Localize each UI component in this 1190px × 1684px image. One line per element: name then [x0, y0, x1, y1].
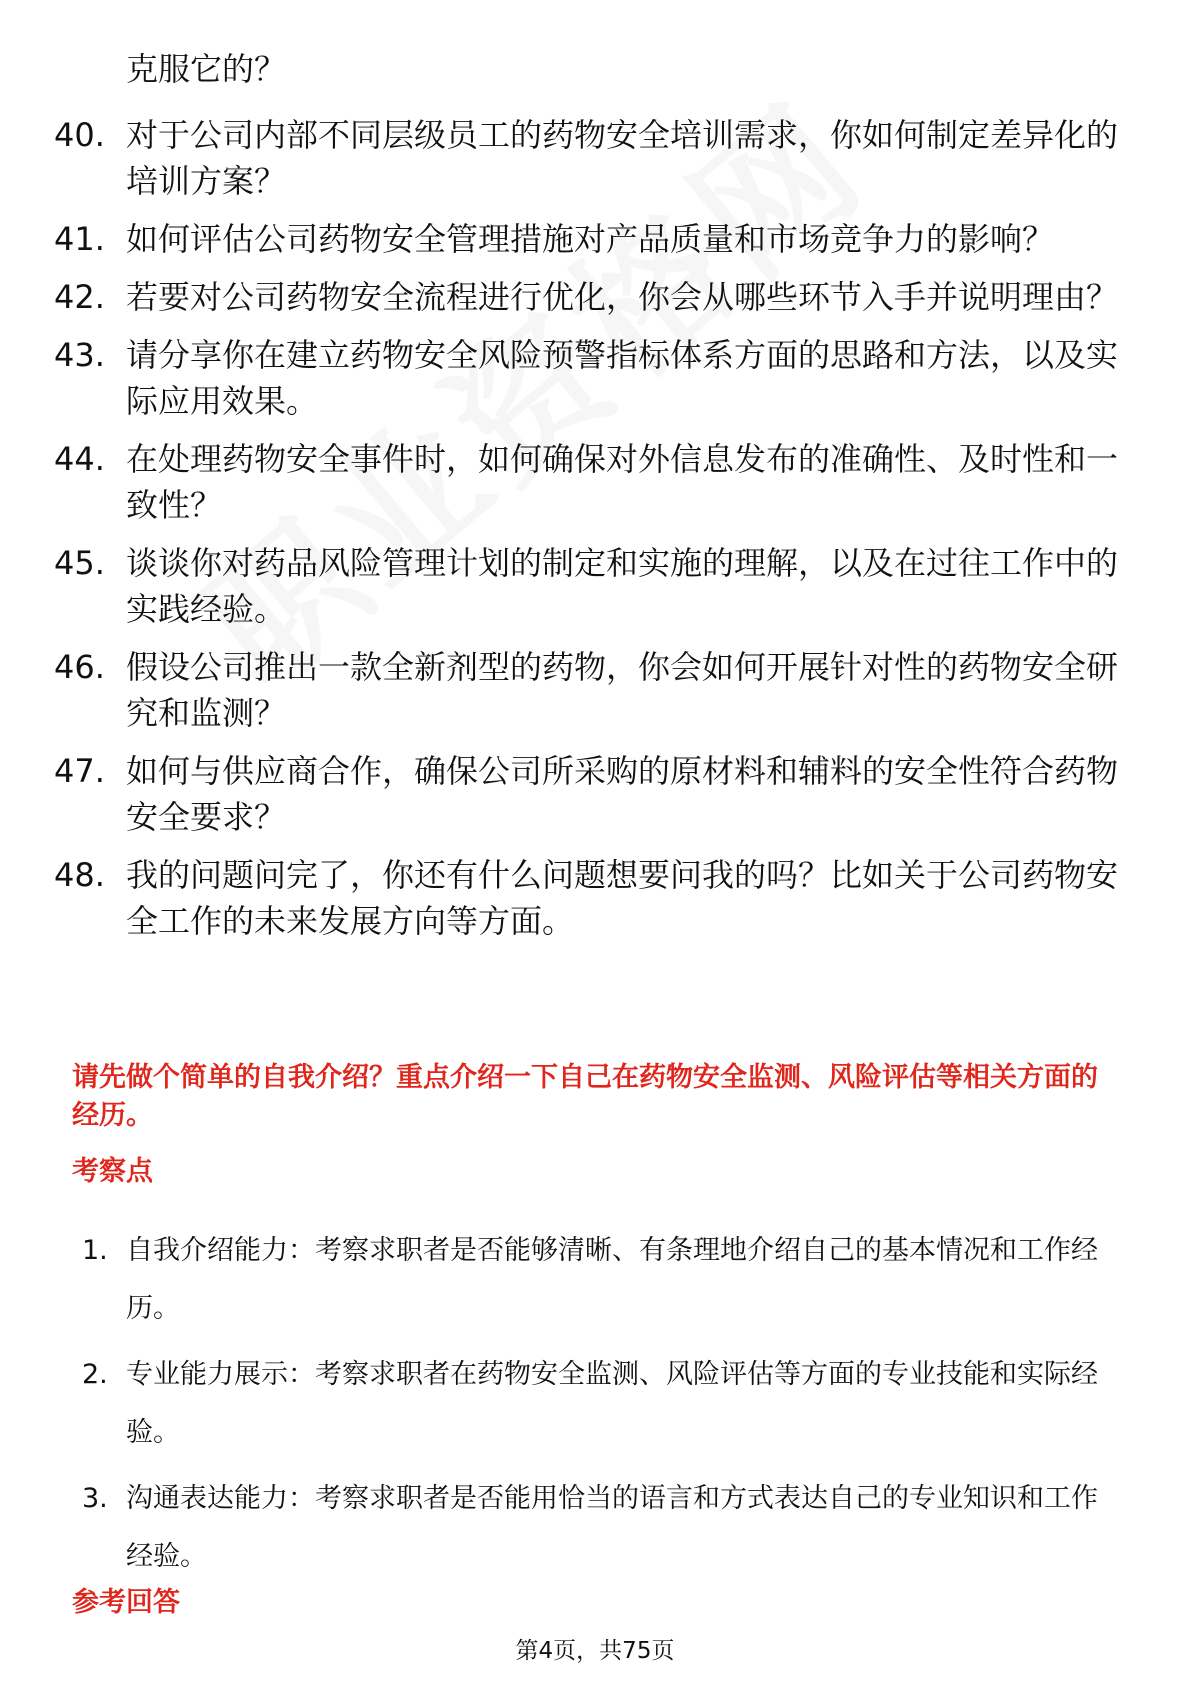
question-item: [54, 112, 1129, 204]
highlight-question: 请先做个简单的自我介绍？重点介绍一下自己在药物安全监测、风险评估等相关方面的经历。: [72, 1062, 1098, 1131]
question-text: 请分享你在建立药物安全风险预警指标体系方面的思路和方法，以及实际应用效果。: [126, 336, 1119, 420]
question-item: [54, 332, 1129, 424]
question-number: 42.: [54, 278, 105, 316]
question-item: [54, 216, 1129, 262]
question-number: 41.: [54, 220, 105, 258]
question-number: 48.: [54, 856, 105, 894]
exam-points-title: 考察点: [72, 1156, 153, 1187]
question-item: [54, 852, 1129, 944]
exam-point-item: [82, 1222, 1122, 1338]
question-text: 对于公司内部不同层级员工的药物安全培训需求，你如何制定差异化的培训方案？: [126, 116, 1119, 200]
question-item: [54, 748, 1129, 840]
question-text: 如何评估公司药物安全管理措施对产品质量和市场竞争力的影响？: [126, 220, 1055, 258]
reference-answer-title: 参考回答: [72, 1587, 180, 1618]
exam-point-text: 专业能力展示：考察求职者在药物安全监测、风险评估等方面的专业技能和实际经验。: [126, 1359, 1098, 1448]
question-text: 谈谈你对药品风险管理计划的制定和实施的理解，以及在过往工作中的实践经验。: [126, 544, 1119, 628]
question-item: [54, 436, 1129, 528]
exam-point-text: 沟通表达能力：考察求职者是否能用恰当的语言和方式表达自己的专业知识和工作经验。: [126, 1483, 1098, 1572]
question-text: 在处理药物安全事件时，如何确保对外信息发布的准确性、及时性和一致性？: [126, 440, 1119, 524]
exam-point-number: 1.: [82, 1235, 108, 1266]
question-list: [54, 112, 1129, 956]
question-number: 43.: [54, 336, 105, 374]
question-number: 47.: [54, 752, 105, 790]
exam-point-item: [82, 1470, 1122, 1586]
question-item: [54, 274, 1129, 320]
question-item: [54, 540, 1129, 632]
question-text: 我的问题问完了，你还有什么问题想要问我的吗？比如关于公司药物安全工作的未来发展方向等方面。: [126, 856, 1119, 940]
question-text: 如何与供应商合作，确保公司所采购的原材料和辅料的安全性符合药物安全要求？: [126, 752, 1119, 836]
question-text: 若要对公司药物安全流程进行优化，你会从哪些环节入手并说明理由？: [126, 278, 1119, 316]
question-text: 假设公司推出一款全新剂型的药物，你会如何开展针对性的药物安全研究和监测？: [126, 648, 1119, 732]
exam-point-text: 自我介绍能力：考察求职者是否能够清晰、有条理地介绍自己的基本情况和工作经历。: [126, 1235, 1098, 1324]
page-footer: 第4页，共75页: [515, 1638, 675, 1664]
continuation-text: 克服它的？: [126, 50, 287, 88]
question-number: 45.: [54, 544, 105, 582]
question-item: [54, 644, 1129, 736]
exam-point-number: 3.: [82, 1483, 108, 1514]
question-number: 46.: [54, 648, 105, 686]
exam-point-item: [82, 1346, 1122, 1462]
question-number: 44.: [54, 440, 105, 478]
exam-point-number: 2.: [82, 1359, 108, 1390]
question-number: 40.: [54, 116, 105, 154]
exam-points-list: [82, 1222, 1122, 1594]
